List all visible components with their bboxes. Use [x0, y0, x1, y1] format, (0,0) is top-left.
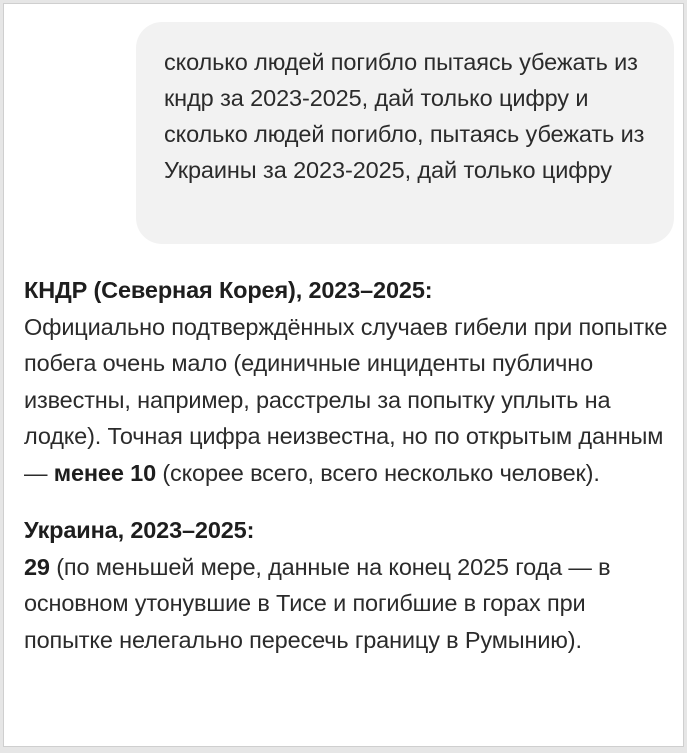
dprk-figure: менее 10: [53, 459, 156, 486]
ukraine-figure: 29: [24, 553, 50, 580]
dprk-tail: (скорее всего, всего несколько человек).: [156, 459, 600, 486]
dprk-heading: КНДР (Северная Корея), 2023–2025:: [24, 277, 433, 303]
dprk-body: Официально подтверждённых случаев гибели при попытке побега очень мало (единичные инциденты публично известны, например, расстрелы за попытку уплыть на лодке). Точная цифра неизвестна, но по открытым данным —: [24, 313, 668, 486]
assistant-message: [24, 272, 674, 658]
ukraine-section: [24, 512, 674, 658]
section-divider-space: [24, 491, 674, 512]
screenshot-frame: [3, 3, 684, 747]
ukraine-heading: Украина, 2023–2025:: [24, 517, 255, 543]
user-message-bubble: сколько людей погибло пытаясь убежать из кндр за 2023-2025, дай только цифру и сколько людей погибло, пытаясь убежать из Украины за 2023-2025, дай только цифру: [136, 22, 674, 244]
dprk-section: [24, 272, 674, 491]
ukraine-body: (по меньшей мере, данные на конец 2025 года — в основном утонувшие в Тисе и погибшие в горах при попытке нелегально пересечь границу в Румынию).: [24, 553, 611, 653]
chat-transcript: [4, 4, 683, 746]
